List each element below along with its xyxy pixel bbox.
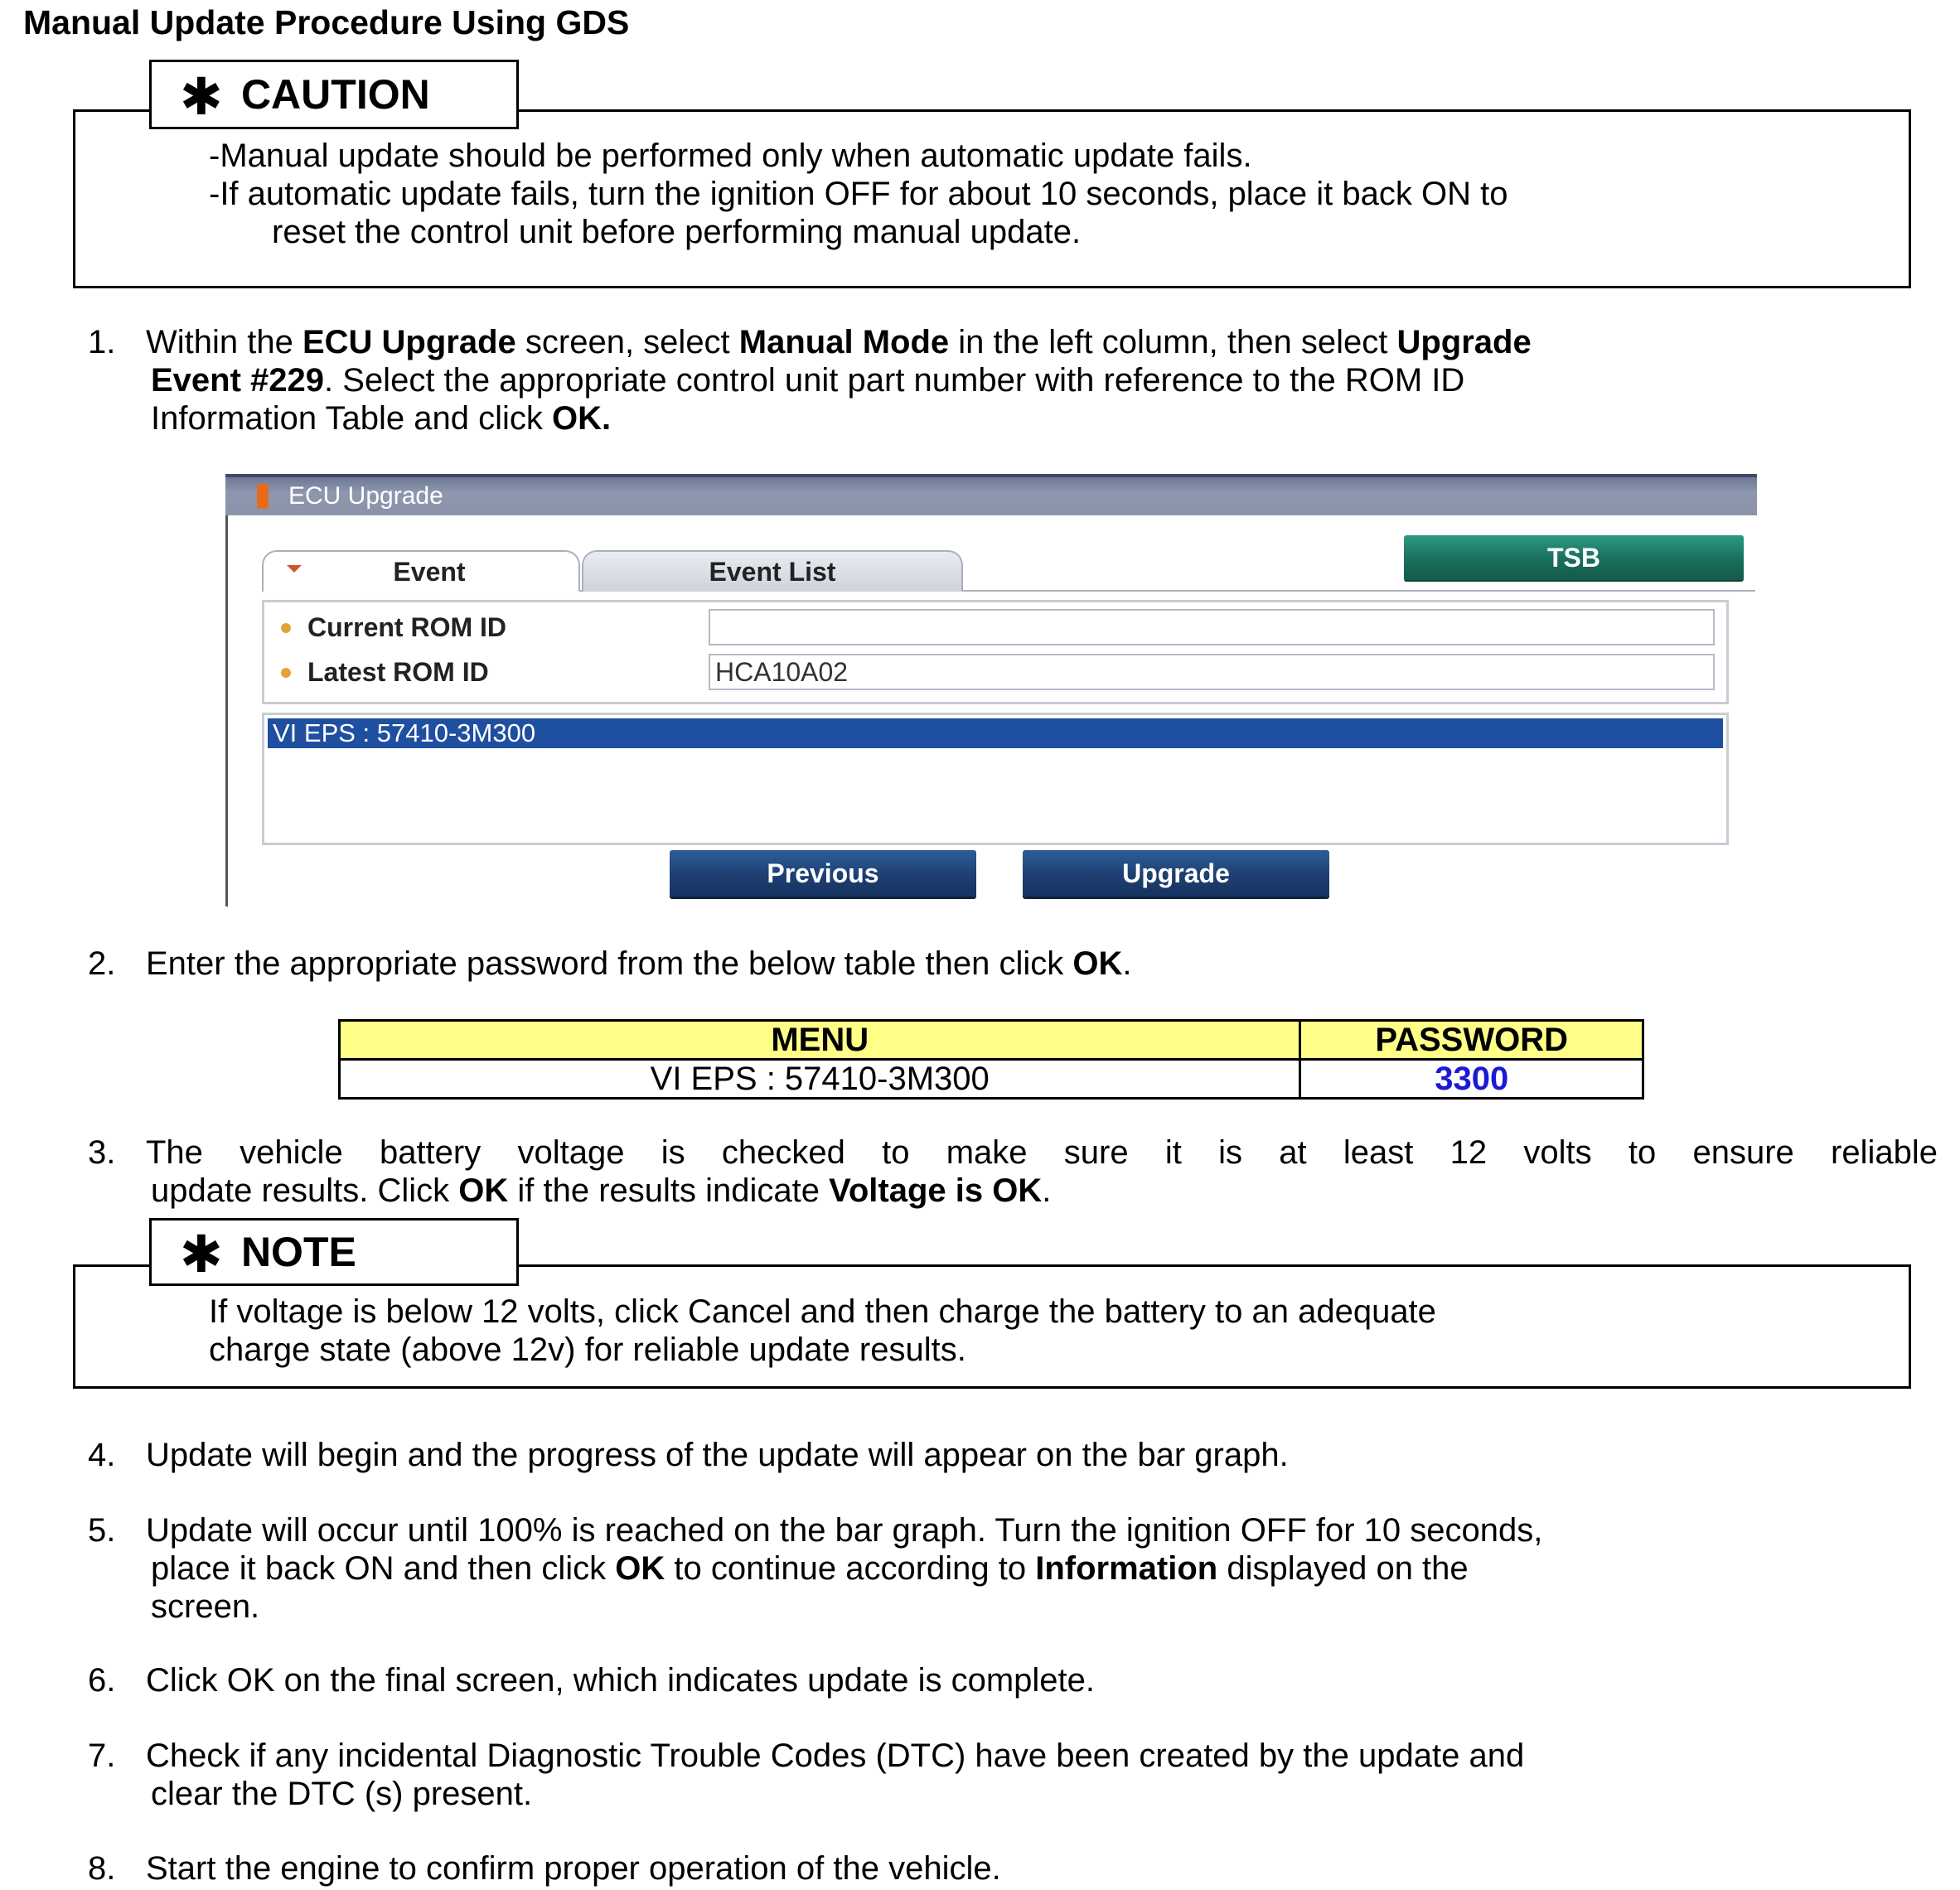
step-5 [88, 1511, 1928, 1627]
bullet-icon [281, 668, 291, 678]
current-rom-input[interactable] [709, 609, 1715, 645]
page-title: Manual Update Procedure Using GDS [23, 3, 630, 41]
star-icon: ✱ [180, 69, 223, 126]
menu-cell: VI EPS : 57410-3M300 [340, 1060, 1300, 1099]
caution-heading [149, 60, 519, 129]
step-6-text: Click OK on the final screen, which indicates update is complete. [146, 1662, 1096, 1699]
step-5-line-1: Update will occur until 100% is reached on the bar graph. Turn the ignition OFF for 10 seconds, [146, 1512, 1543, 1549]
step-number: 2. [88, 945, 116, 982]
step-number: 6. [88, 1662, 116, 1699]
step-8-text: Start the engine to confirm proper operation of the vehicle. [146, 1850, 1001, 1887]
step-1-line-2: Event #229. Select the appropriate control unit part number with reference to the ROM ID [151, 362, 1465, 399]
table-row [340, 1060, 1643, 1099]
latest-rom-input[interactable]: HCA10A02 [709, 654, 1715, 690]
step-2 [88, 945, 1878, 986]
caution-title: CAUTION [240, 71, 430, 118]
step-7-line-1: Check if any incidental Diagnostic Trouble Codes (DTC) have been created by the update and [146, 1738, 1525, 1774]
header-password: PASSWORD [1300, 1021, 1643, 1060]
step-8 [88, 1849, 1878, 1889]
password-table [338, 1019, 1644, 1100]
step-2-text: Enter the appropriate password from the below table then click OK. [146, 945, 1132, 982]
note-title: NOTE [240, 1229, 356, 1275]
step-6 [88, 1661, 1878, 1703]
caution-line-2: -If automatic update fails, turn the ignition OFF for about 10 seconds, place it back ON to [209, 176, 1508, 212]
step-7-line-2: clear the DTC (s) present. [151, 1776, 533, 1812]
password-cell: 3300 [1300, 1060, 1643, 1099]
tab-event-list-label: Event List [709, 557, 836, 587]
star-icon: ✱ [180, 1226, 223, 1283]
header-menu: MENU [340, 1021, 1300, 1060]
upgrade-button[interactable]: Upgrade [1023, 850, 1329, 897]
note-heading [149, 1218, 519, 1286]
rom-id-panel [262, 600, 1729, 704]
step-5-line-3: screen. [151, 1588, 260, 1625]
step-number: 7. [88, 1738, 116, 1774]
caution-line-3: reset the control unit before performing manual update. [272, 214, 1082, 250]
note-line-2: charge state (above 12v) for reliable update results. [209, 1332, 966, 1368]
bullet-icon [281, 623, 291, 633]
tab-event-list[interactable] [582, 550, 963, 592]
tsb-button[interactable]: TSB [1404, 535, 1744, 580]
tab-event[interactable] [262, 550, 580, 592]
step-number: 4. [88, 1437, 116, 1473]
list-item-selected[interactable]: VI EPS : 57410-3M300 [268, 718, 1723, 748]
current-rom-label: Current ROM ID [307, 612, 506, 642]
previous-button[interactable]: Previous [670, 850, 976, 897]
step-3-line-1: The vehicle battery voltage is checked to make sure it is at least 12 volts to ensure reliable [146, 1134, 1938, 1171]
window-title: ECU Upgrade [288, 482, 443, 510]
table-header-row [340, 1021, 1643, 1060]
step-number: 8. [88, 1850, 116, 1887]
step-3-line-2: update results. Click OK if the results indicate Voltage is OK. [151, 1172, 1052, 1209]
note-line-1: If voltage is below 12 volts, click Cancel and then charge the battery to an adequate [209, 1293, 1436, 1330]
step-1 [88, 323, 1878, 439]
step-4 [88, 1436, 1878, 1477]
ecu-upgrade-window [225, 474, 1757, 906]
step-number: 3. [88, 1134, 116, 1171]
step-4-text: Update will begin and the progress of the update will appear on the bar graph. [146, 1437, 1289, 1473]
caution-line-1: -Manual update should be performed only when automatic update fails. [209, 138, 1252, 174]
app-icon [257, 484, 269, 509]
window-border [225, 507, 228, 906]
step-number: 1. [88, 324, 116, 360]
control-unit-list[interactable] [262, 713, 1729, 845]
step-number: 5. [88, 1512, 116, 1549]
step-3 [88, 1134, 1938, 1213]
step-5-line-2: place it back ON and then click OK to continue according to Information displayed on the [151, 1550, 1469, 1587]
step-1-line-1: Within the ECU Upgrade screen, select Manual Mode in the left column, then select Upgrade [146, 324, 1532, 360]
tab-event-label: Event [393, 557, 466, 587]
step-7 [88, 1737, 1928, 1816]
window-titlebar [225, 474, 1757, 515]
latest-rom-label: Latest ROM ID [307, 657, 489, 687]
step-1-line-3: Information Table and click OK. [151, 400, 612, 437]
